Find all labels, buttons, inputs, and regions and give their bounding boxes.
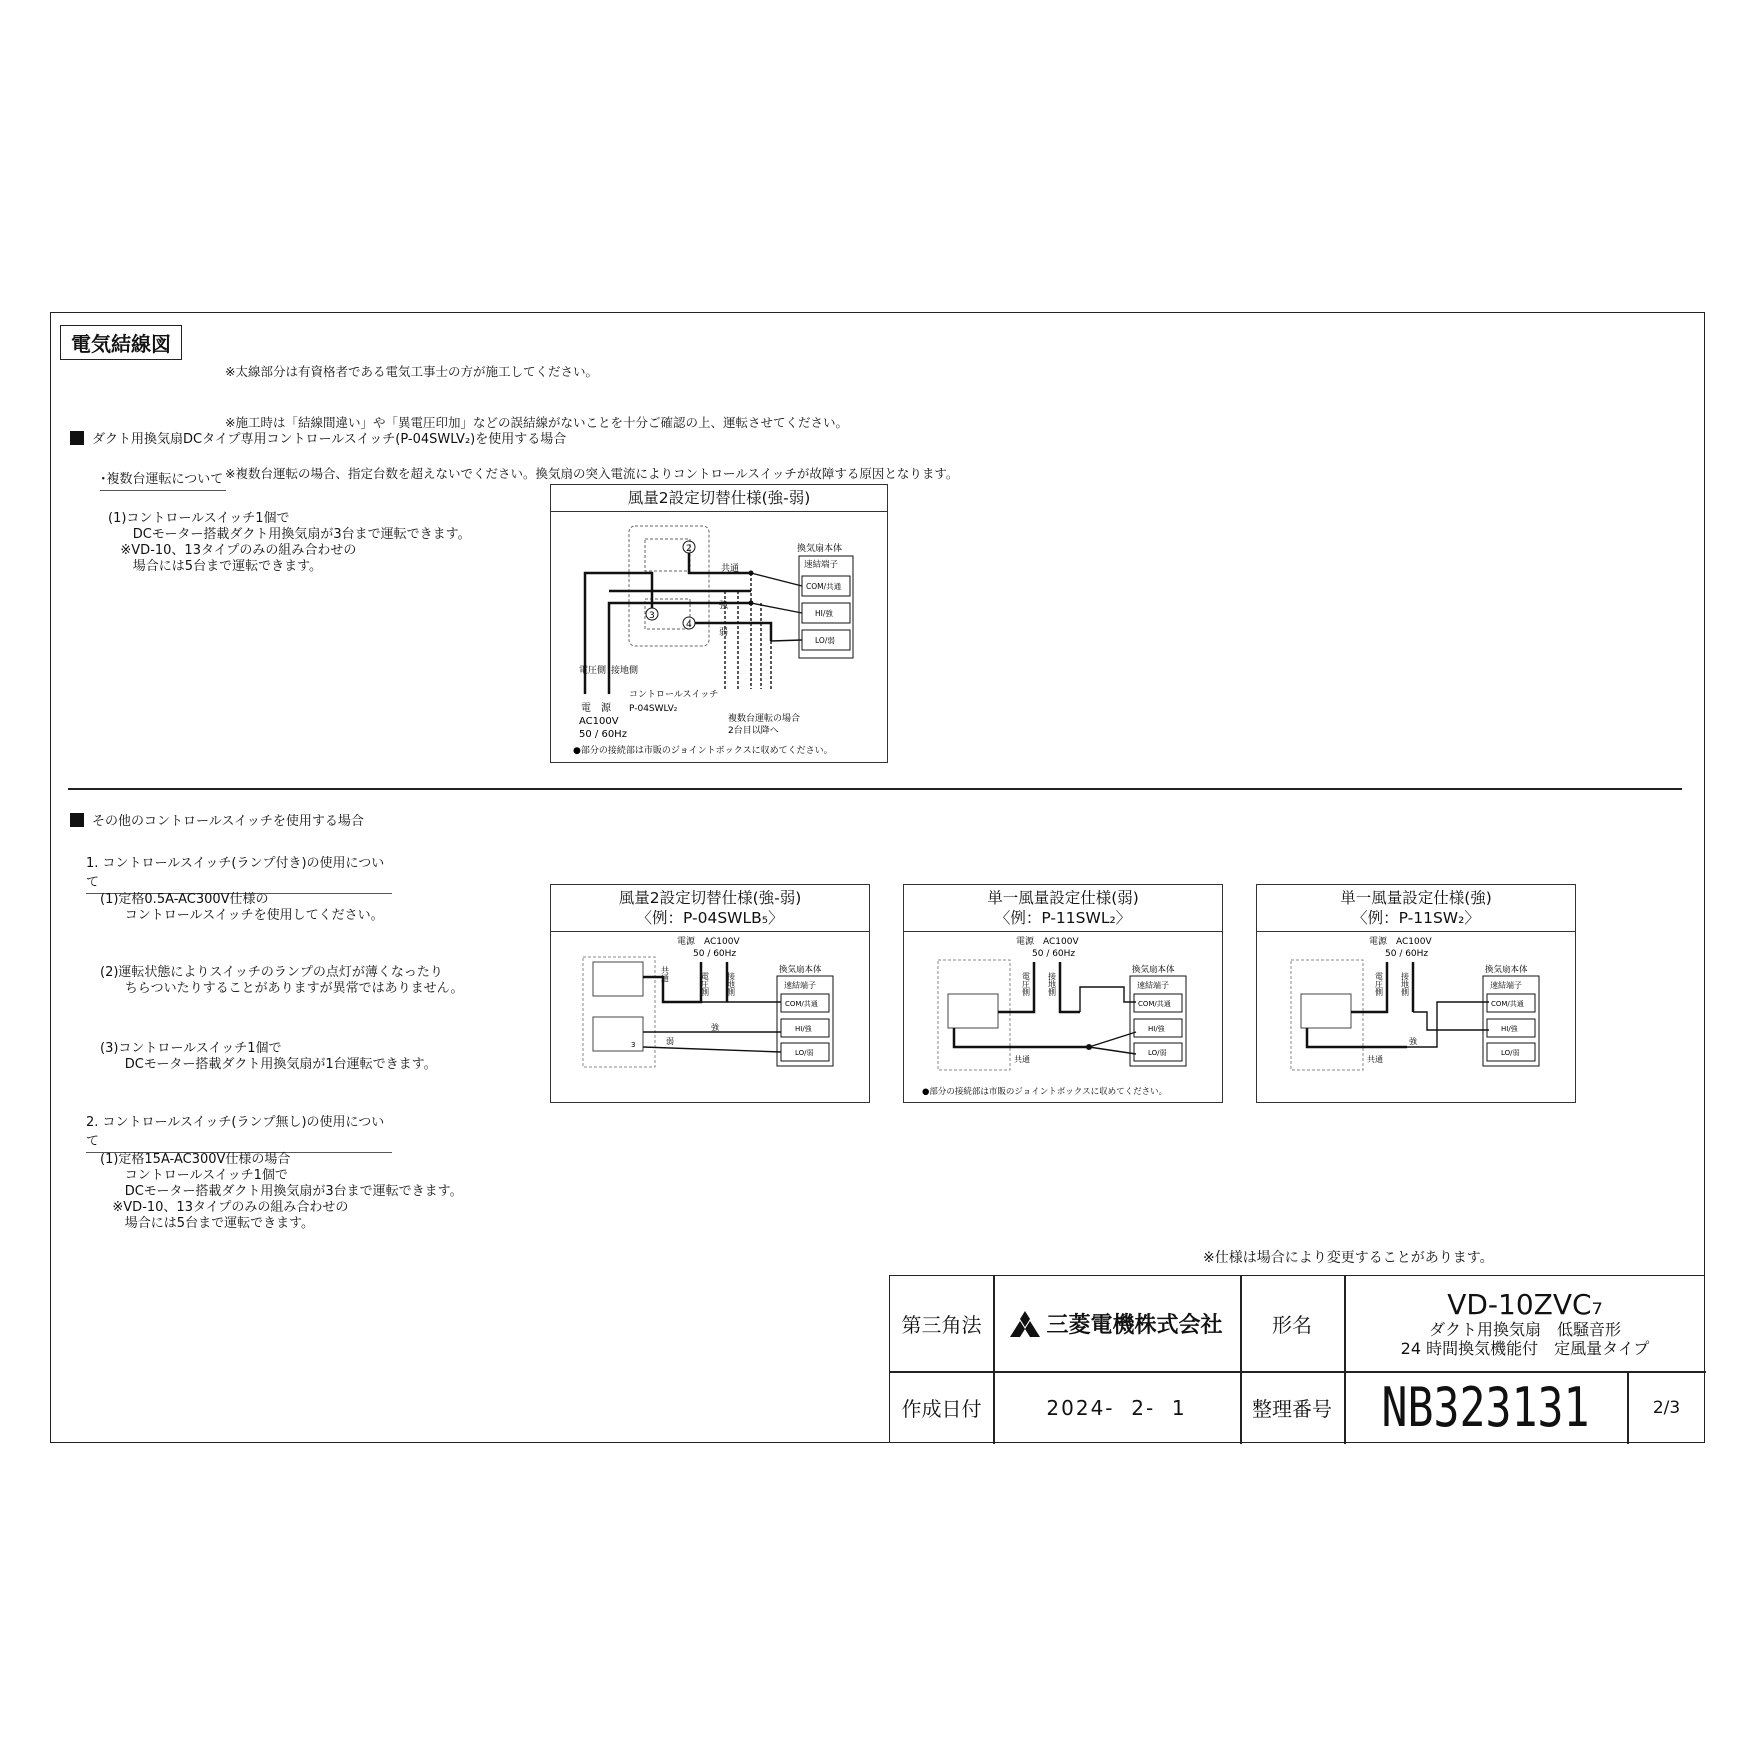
terminal-label: 速結端子 [784,981,816,990]
diagram-two-speed-dedicated [550,484,888,763]
diagram-single-strong [1256,884,1576,1103]
projection-cell: 第三角法 [901,1313,982,1337]
fan-body-label: 換気扇本体 [1485,965,1528,975]
diagram-title-text: 単一風量設定仕様(弱) [987,889,1139,907]
com-label: COM/共通 [1138,1000,1171,1008]
model-desc-1: ダクト用換気扇 低騒音形 [1428,1320,1621,1340]
hz-label: 50 / 60Hz [579,729,627,740]
switch-name-label: コントロールスイッチ [629,690,719,700]
section2-sub2: 2. コントロールスイッチ(ランプ無し)の使用について [86,1111,392,1153]
junction-dot [749,601,754,606]
terminal-3-label: 3 [649,611,655,621]
fan-body-label: 換気扇本体 [797,544,843,554]
diagram-single-weak [903,884,1223,1103]
common-label: 共通 [660,966,670,982]
power-label: 電源 AC100V [1016,937,1079,947]
wiring-diagram-2 [551,932,868,1102]
multi-unit-label-2: 2台目以降へ [728,726,779,736]
switch-outline [629,526,709,646]
lamp-switch [948,994,998,1028]
switch-outline [1291,960,1363,1070]
diagram-title [904,885,1222,932]
strong-label: 強 [711,1023,719,1032]
ground-side-label: 接地側 [611,666,639,676]
diagram-title [551,885,869,932]
common-label: 共通 [1014,1055,1030,1064]
section-divider [68,788,1682,790]
section2-heading-text: その他のコントロールスイッチを使用する場合 [92,814,364,829]
power-label: 電 源 [581,703,611,714]
date-cell: 2024- 2- 1 [1046,1395,1187,1420]
section2-sub1: 1. コントロールスイッチ(ランプ付き)の使用について [86,852,392,894]
wiring-diagram-1 [551,511,886,761]
hi-label: HI/強 [1148,1025,1165,1033]
voltage-label: 電圧側 [1021,972,1031,996]
model-label-cell: 形名 [1272,1313,1312,1337]
fan-body-label: 換気扇本体 [1132,965,1175,975]
section1-heading [70,428,566,447]
terminal-label: 速結端子 [804,560,839,570]
section2-item3: (3)コントロールスイッチ1個で DCモーター搭載ダクト用換気扇が1台運転できます。 [100,1041,437,1072]
junction-dot [749,571,754,576]
junction-dot [1086,1044,1092,1050]
spec-change-note: ※仕様は場合により変更することがあります。 [1203,1250,1494,1266]
fan-body-label: 換気扇本体 [779,965,822,975]
section-marker [70,431,84,445]
ground-label: 接地側 [726,972,736,996]
diagram-footnote: ●部分の接続部は市販のジョイントボックスに収めてください。 [922,1087,1168,1097]
thin-wiring [1407,1002,1489,1047]
hz-label: 50 / 60Hz [1032,949,1076,959]
number-label-cell: 整理番号 [1252,1397,1332,1421]
diagram-title: 風量2設定切替仕様(強-弱) [551,485,887,512]
company-name: 三菱電機株式会社 [1046,1313,1223,1338]
diagram-title-text: 単一風量設定仕様(強) [1340,889,1492,907]
diagram-two-speed-example [550,884,870,1103]
model-cell [1344,1276,1706,1371]
model-desc-2: 24 時間換気機能付 定風量タイプ [1400,1338,1650,1358]
ac-label: AC100V [579,716,619,727]
lo-label: LO/弱 [1148,1049,1167,1057]
mitsubishi-logo-icon [1010,1310,1040,1338]
terminal-4-label: 4 [686,620,692,630]
hz-label: 50 / 60Hz [1385,949,1429,959]
section2-item4: (1)定格15A-AC300V仕様の場合 コントロールスイッチ1個で DCモーター搭載ダクト用換気扇が3台まで運転できます。 ※VD-10、13タイプのみの組み合わせの 場合には5台まで運転できます。 [100,1152,463,1231]
page-title: 電気結線図 [60,325,182,360]
diagram-example-text: 〈例：P-04SWLB₅〉 [636,909,784,927]
terminal-2-label: 2 [686,544,692,554]
common-label: 共通 [1367,1055,1383,1064]
diagram-title [1257,885,1575,932]
model-number: VD-10ZVC₇ [1447,1288,1603,1322]
section1-heading-text: ダクト用換気扇DCタイプ専用コントロールスイッチ(P-04SWLV₂)を使用する場合 [92,432,567,447]
terminal-label: 速結端子 [1137,981,1169,990]
diagram-title-text: 風量2設定切替仕様(強-弱) [618,889,802,907]
diagram-footnote: ●部分の接続部は市販のジョイントボックスに収めてください。 [573,746,833,756]
header-notes [225,329,958,499]
strong-label: 強 [1409,1037,1417,1046]
weak-label: 弱 [666,1037,674,1046]
com-label: COM/共通 [1491,1000,1524,1008]
thin-wiring [1080,987,1136,1054]
thick-wiring [643,962,727,1002]
voltage-label: 電圧側 [700,972,710,996]
title-block [889,1275,1705,1443]
diagram-example-text: 〈例：P-11SWL₂〉 [994,909,1132,927]
strong-label: 強 [719,601,729,611]
section1-subheading: ･複数台運転について [100,468,226,491]
lo-label: LO/弱 [795,1049,814,1057]
hi-label: HI/強 [795,1025,812,1033]
lo-label: LO/弱 [1501,1049,1520,1057]
note-line: ※太線部分は有資格者である電気工事士の方が施工してください。 [225,364,598,379]
wiring-diagram-3 [904,932,1221,1102]
wiring-diagram-4 [1257,932,1574,1102]
common-label: 共通 [721,564,740,574]
power-label: 電源 AC100V [1369,937,1432,947]
lo-label: LO/弱 [815,636,835,645]
switch-outline [938,960,1010,1070]
power-label: 電源 AC100V [677,937,740,947]
document-number: NB323131 [1381,1376,1590,1439]
weak-label: 弱 [719,628,729,638]
multi-unit-label: 複数台運転の場合 [728,714,801,724]
hi-label: HI/強 [1501,1025,1518,1033]
voltage-side-label: 電圧側 [579,666,607,676]
hz-label: 50 / 60Hz [693,949,737,959]
ground-label: 接地側 [1047,972,1057,996]
thick-wiring [1307,962,1413,1047]
com-label: COM/共通 [806,582,842,591]
page-number: 2/3 [1652,1397,1681,1418]
date-label-cell: 作成日付 [901,1397,982,1421]
section-marker [70,813,84,827]
terminal-3-label: 3 [631,1041,636,1049]
lamp-switch [593,962,643,996]
section2-item2: (2)運転状態によりスイッチのランプの点灯が薄くなったり ちらついたりすることがありますが異常ではありません。 [100,965,464,996]
select-switch [593,1017,643,1051]
company-cell [993,1276,1240,1371]
terminal-label: 速結端子 [1490,981,1522,990]
hi-label: HI/強 [815,609,833,618]
note-line: ※複数台運転の場合、指定台数を超えないでください。換気扇の突入電流によりコントロールスイッチが故障する原因となります。 [225,466,959,481]
switch-model-label: P-04SWLV₂ [629,704,678,714]
voltage-label: 電圧側 [1374,972,1384,996]
lamp-switch [1301,994,1351,1028]
note-line: ※施工時は「結線間違い」や「異電圧印加」などの誤結線がないことを十分ご確認の上、運転させてください。 [225,415,848,430]
switch-unit-upper [645,539,690,571]
section2-heading [70,810,364,829]
ground-label: 接地側 [1400,972,1410,996]
com-label: COM/共通 [785,1000,818,1008]
diagram-example-text: 〈例：P-11SW₂〉 [1352,909,1480,927]
section1-body: (1)コントロールスイッチ1個で DCモーター搭載ダクト用換気扇が3台まで運転できます。 ※VD-10、13タイプのみの組み合わせの 場合には5台まで運転できます。 [108,511,471,574]
section2-item1: (1)定格0.5A-AC300V仕様の コントロールスイッチを使用してください。 [100,892,384,923]
